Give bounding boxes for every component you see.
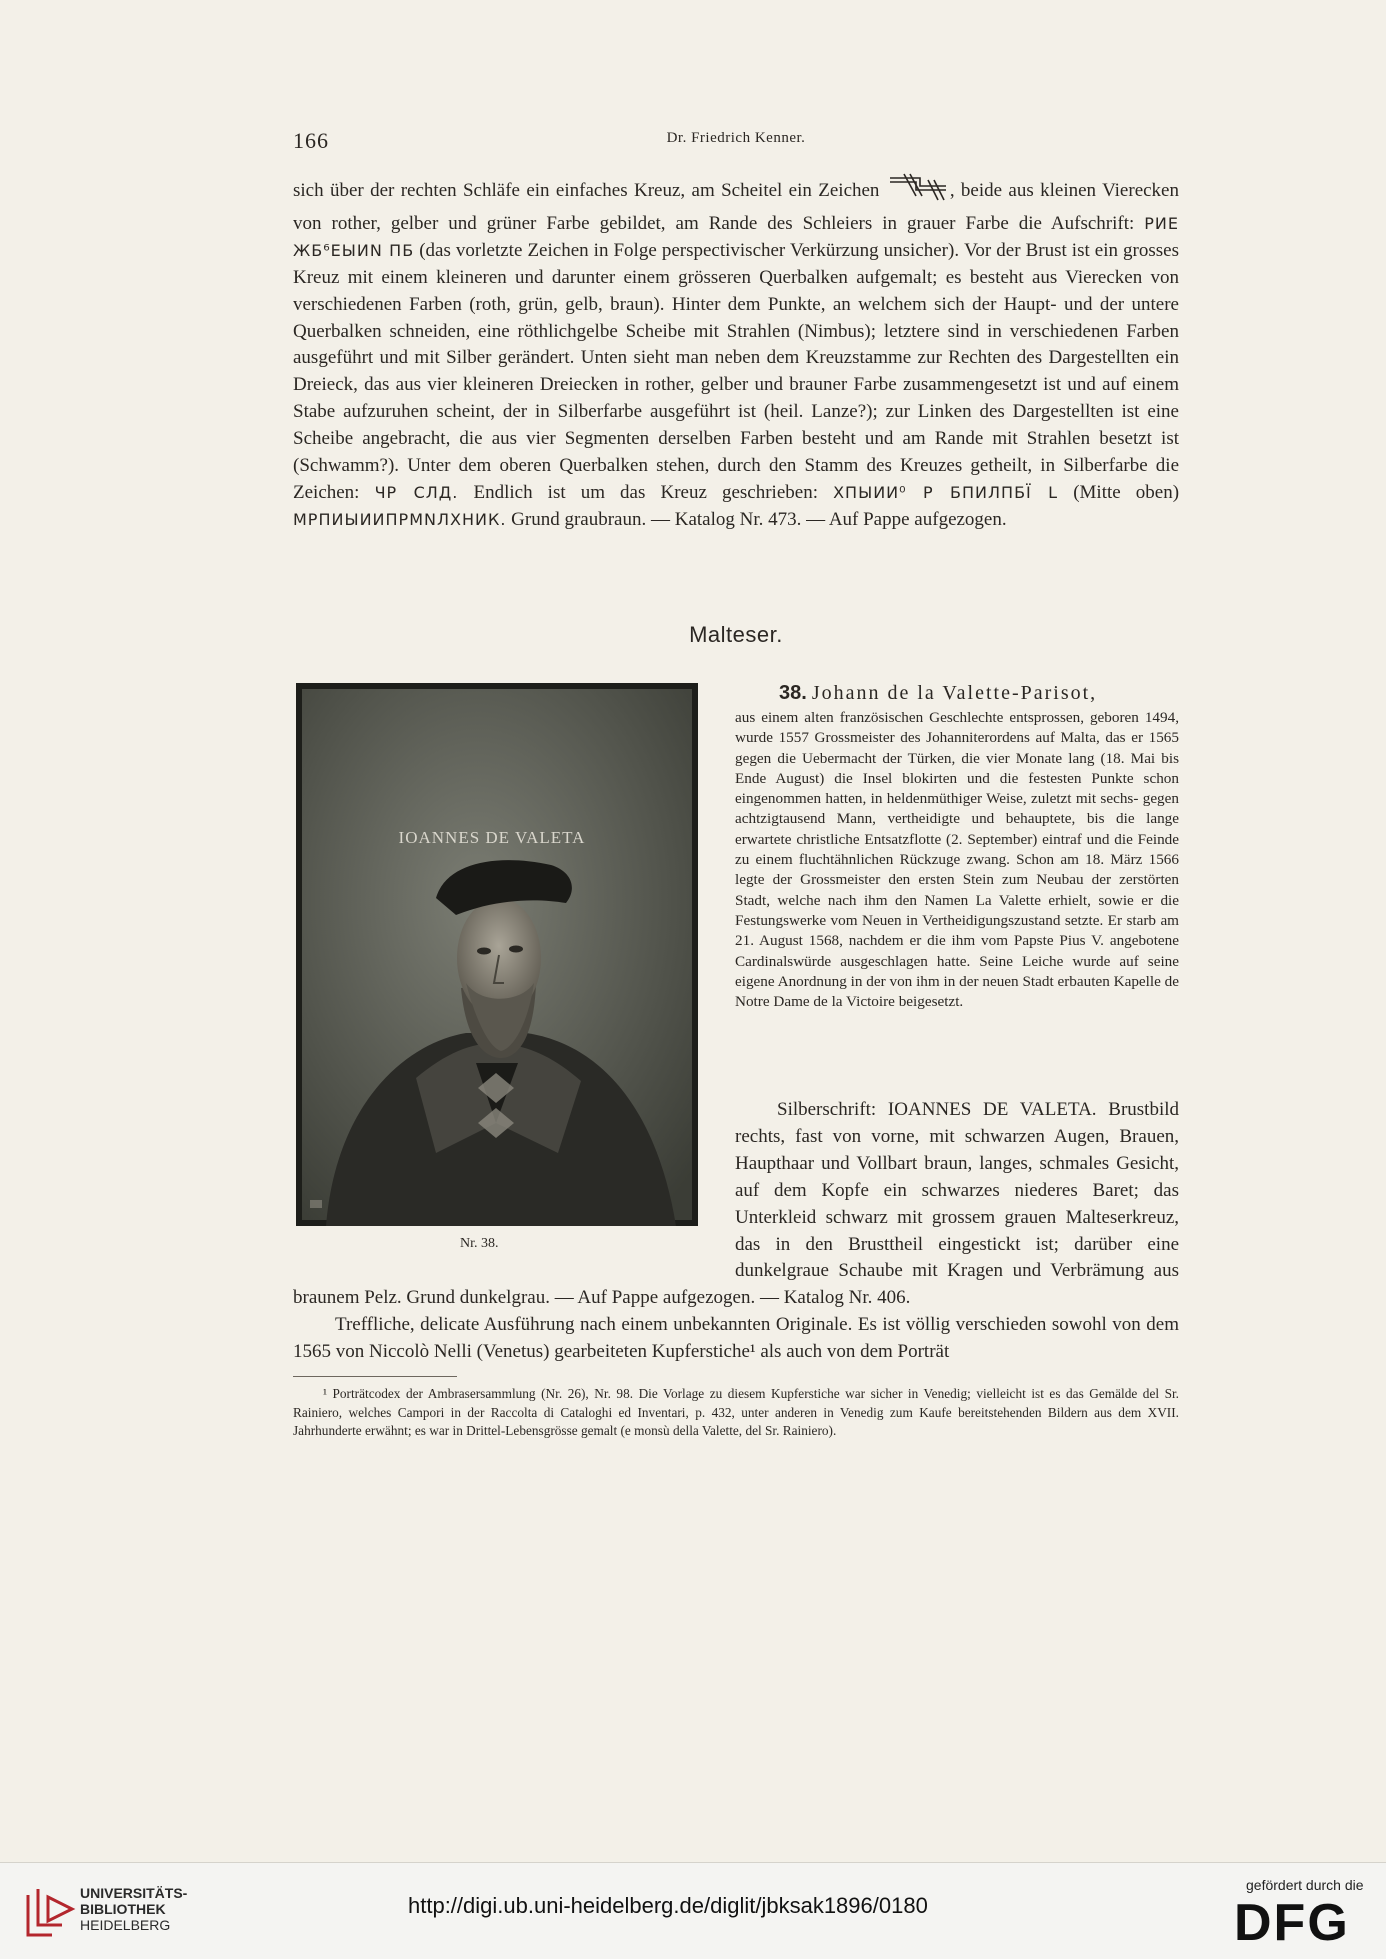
text-segment: Grund graubraun. — Katalog Nr. 473. — Auf Pappe aufgezogen. — [511, 508, 1007, 530]
entry-number: 38. — [779, 682, 807, 704]
text-segment: Endlich ist um das Kreuz geschrieben: — [473, 481, 818, 503]
entry-heading — [735, 680, 1179, 706]
page-number: 166 — [293, 128, 329, 153]
text-segment: (das vorletzte Zeichen in Folge perspectivischer Verkürzung unsicher). Vor der Brust ist ein grosses Kreuz mit einem kleineren und darunter einem grösseren Querbalken aufgemalt; es besteht aus Vierecken von verschiedenen Farben (roth, grün, gelb, braun). Hinter dem Punkte, an welchem sich der Haupt- und der untere Querbalken schneiden, eine röthlichgelbe Scheibe mit Strahlen (Nimbus); letztere sind in verschiedenen Farben ausgeführt und mit Silber gerändert. Unten sieht man neben dem Kreuzstamme zur Rechten des Dargestellten ein Dreieck, das aus vier kleineren Dreiecken in rother, gelber und brauner Farbe zusammengesetzt ist und auf einem Stabe aufzuruhen scheint, der in Silberfarbe ausgeführt ist (heil. Lanze?); zur Linken des Dargestellten ist eine Scheibe angebracht, die aus vier Segmenten derselben Farben besteht und am Rande mit Strahlen besetzt ist (Schwamm?). Unter dem oberen Querbalken stehen, durch den Stamm des Kreuzes getheilt, in Silberfarbe die Zeichen: — [293, 239, 1179, 503]
entry-biography: aus einem alten französischen Geschlechte entsprossen, geboren 1494, wurde 1557 Grossmeister des Johanniterordens auf Malta, das er 1565 gegen die Uebermacht der Türken, die vier Monate lang (18. Mai bis Ende August) die Insel blokirten und die festesten Punkte schon eingenommen hatten, in heldenmüthiger Weise, zuletzt mit sechs- gegen achtzigtausend Mann, vertheidigte und behauptete, bis die lange erwartete christliche Entsatzflotte (2. September) eintraf und die Feinde zu einem fluchtähnlichen Rückzuge zwang. Schon am 18. März 1566 legte der Grossmeister den ersten Stein zum Neubau der zerstörten Stadt, welche nach ihm den Namen La Valette erhielt, sowie er die Festungswerke vom Neuen in Vertheidigungszustand setzte. Er starb am 21. August 1568, nachdem er die ihm vom Papste Pius V. angebotene Cardinalswürde ausgeschlagen hatte. Seine Leiche wurde auf seine eigene Anordnung in der von ihm in der neuen Stadt erbauten Kapelle de Notre Dame de la Victoire beigesetzt. — [735, 709, 1179, 1011]
library-name: UNIVERSITÄTS- BIBLIOTHEK HEIDELBERG — [80, 1885, 188, 1933]
section-heading: Malteser. — [689, 622, 783, 647]
footnote-divider — [293, 1376, 457, 1377]
description-paragraph: Treffliche, delicate Ausführung nach einem unbekannten Originale. Es ist völlig verschieden sowohl von dem 1565 von Niccolò Nelli (Venetus) gearbeiteten Kupferstiche¹ als auch von dem Porträt — [293, 1314, 1179, 1363]
runic-inscription: ЧР СЛД. — [374, 482, 459, 502]
text-segment: , beide aus kleinen Vierecken von rother, gelber und grüner Farbe gebildet, am Rande des Schleiers in grauer Farbe die Aufschrift: — [293, 179, 1179, 234]
permalink-url[interactable]: http://digi.ub.uni-heidelberg.de/diglit/jbksak1896/0180 — [408, 1893, 928, 1918]
page-header — [293, 128, 1179, 158]
description-block — [293, 1097, 1179, 1366]
runic-inscription: МРПИЫИИПРМNЛХНИК. — [293, 509, 507, 529]
runic-inscription: ХПЫИИ⁰ Р БПИЛПБЇ L — [833, 482, 1059, 502]
viewer-footer — [0, 1862, 1386, 1959]
footnote-text: ¹ Porträtcodex der Ambrasersammlung (Nr. 26), Nr. 98. Die Vorlage zu diesem Kupferstiche war sicher in Venedig; vielleicht ist es das Gemälde del Sr. Rainiero, welches Campori in der Raccolta di Cataloghi ed Inventari, p. 432, unter anderen in Venedig zum Kaufe bereitstehenden Bildern aus dem XVII. Jahrhunderte erwähnt; es war in Drittel-Lebensgrösse gemalt (e monsù della Valette, del Sr. Rainiero). — [293, 1386, 1179, 1438]
library-logo-icon[interactable] — [24, 1885, 76, 1939]
cross-sign-icon — [886, 172, 950, 211]
top-paragraph — [293, 172, 1179, 534]
entry-name: Johann de la Valette-Parisot, — [811, 682, 1098, 704]
dfg-logo[interactable]: DFG — [1234, 1894, 1350, 1952]
text-segment: sich über der rechten Schläfe ein einfaches Kreuz, am Scheitel ein Zeichen — [293, 179, 880, 201]
text-segment: (Mitte oben) — [1073, 481, 1180, 503]
catalog-entry — [735, 680, 1179, 1012]
footnote — [293, 1385, 1179, 1441]
funding-label: gefördert durch die — [1246, 1877, 1364, 1893]
description-paragraph: Silberschrift: IOANNES DE VALETA. Brustbild rechts, fast von vorne, mit schwarzen Augen, Brauen, Haupthaar und Vollbart braun, langes, schmales Gesicht, auf dem Kopfe ein schwarzes niederes Baret; das Unterkleid schwarz mit grossem grauen Malteserkreuz, das in den Brusttheil eingestickt ist; darüber eine dunkelgraue Schaube mit Kragen und Verbrämung aus braunem Pelz. Grund dunkelgrau. — Auf Pappe aufgezogen. — Katalog Nr. 406. — [293, 1099, 1179, 1309]
runic-inscription: РИЕ ЖБ⁶ЕЫИN ПБ — [293, 213, 1179, 260]
running-title: Dr. Friedrich Kenner. — [666, 130, 806, 146]
figure-caption: Nr. 38. — [460, 1236, 499, 1251]
portrait-inscription: IOANNES DE VALETA — [398, 828, 586, 847]
